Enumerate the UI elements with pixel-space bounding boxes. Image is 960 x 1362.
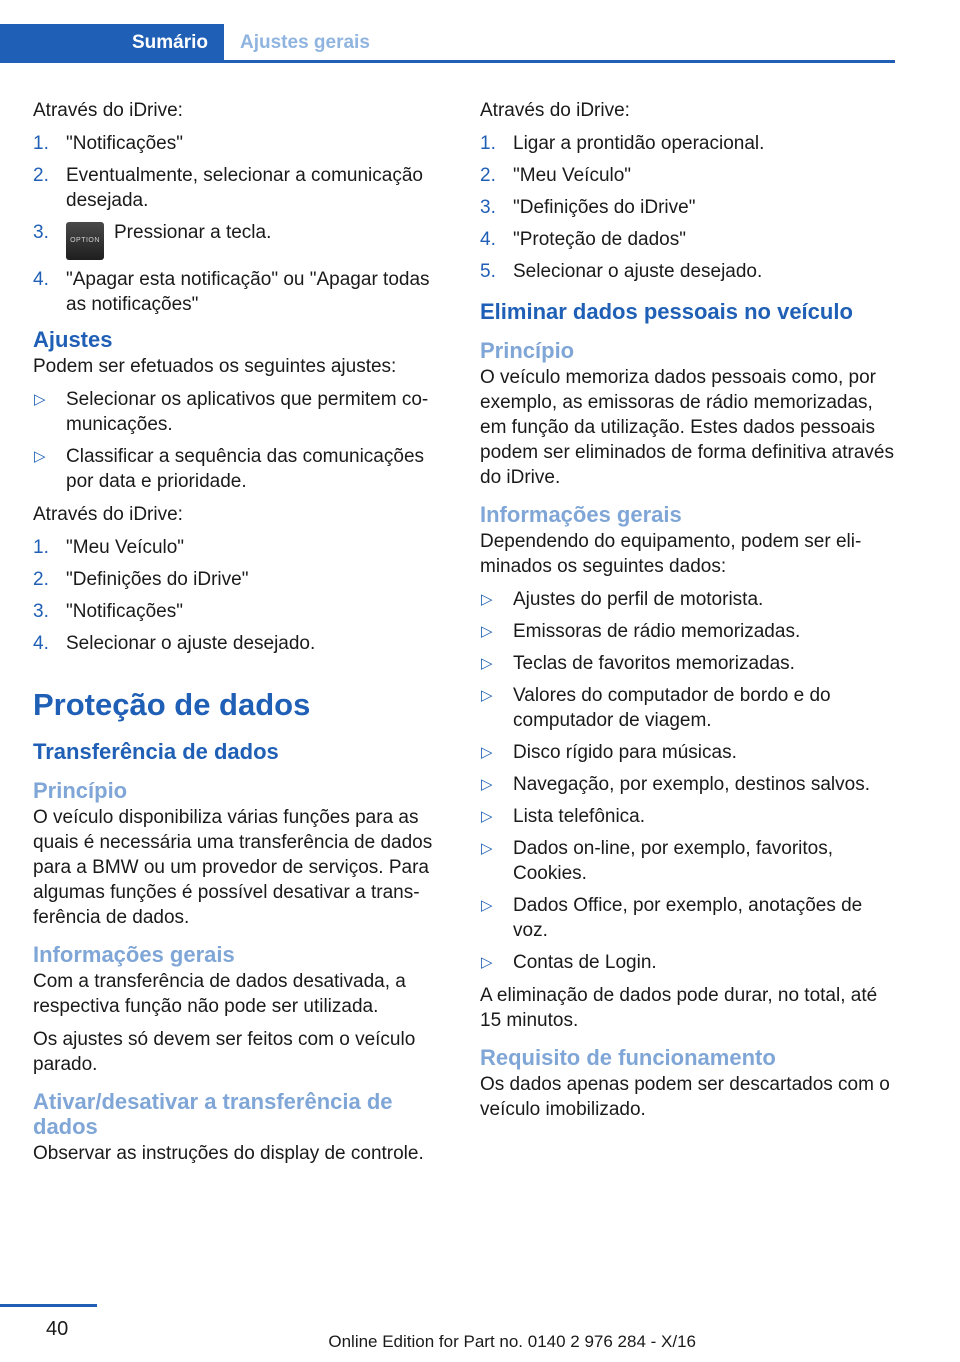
info-text: Os ajustes só devem ser feitos com o veículo parado. [33, 1029, 416, 1075]
info-heading: Informações gerais [33, 942, 235, 967]
list-item: 4. "Apagar esta notificação" ou "Apagar todas as notificações" [33, 269, 430, 315]
triangle-bullet-icon: ▷ [481, 687, 493, 704]
list-item: 1. "Meu Veículo" [33, 537, 185, 558]
ajustes-heading: Ajustes [33, 327, 113, 352]
list-item: 1. "Notificações" [33, 133, 183, 154]
triangle-bullet-icon: ▷ [481, 776, 493, 793]
principio-heading: Princípio [480, 338, 575, 363]
header-bar [0, 24, 895, 64]
tab-ajustes-gerais[interactable]: Ajustes gerais [240, 32, 370, 53]
list-item: ▷ Teclas de favoritos memorizadas. [481, 653, 795, 674]
triangle-bullet-icon: ▷ [481, 623, 493, 640]
list-item: 2. "Meu Veículo" [480, 165, 632, 186]
list-item: ▷ Navegação, por exemplo, destinos salvos. [481, 774, 870, 795]
info-text: Dependendo do equipamento, podem ser eliminados os seguintes dados: [480, 531, 862, 577]
intro-text: Através do iDrive: [33, 504, 183, 525]
list-item: ▷ Dados on-line, por exemplo, favoritos, Cookies. [481, 838, 833, 884]
triangle-bullet-icon: ▷ [481, 840, 493, 857]
footer-divider [0, 1304, 97, 1307]
requisito-heading: Requisito de funcionamento [480, 1045, 776, 1070]
requisito-text: Os dados apenas podem ser descartados com o veículo imobilizado. [480, 1074, 890, 1120]
triangle-bullet-icon: ▷ [481, 808, 493, 825]
list-item: 2. Eventualmente, selecionar a comunicação desejada. [33, 165, 423, 211]
list-item: ▷ Valores do computador de bordo e do computador de viagem. [481, 685, 831, 731]
info-text: Com a transferência de dados desativada, a respectiva função não pode ser utilizada. [33, 971, 406, 1017]
list-item: 5. Selecionar o ajuste desejado. [480, 261, 763, 282]
steps-list-3 [480, 131, 896, 284]
ajustes-intro: Podem ser efetuados os seguintes ajustes: [33, 356, 397, 377]
triangle-bullet-icon: ▷ [34, 391, 46, 408]
deletable-data-list [480, 587, 896, 975]
list-item: 3. "Definições do iDrive" [480, 197, 696, 218]
steps-list-1 [33, 131, 451, 317]
info-heading: Informações gerais [480, 502, 682, 527]
subsection-title: Transferência de dados [33, 739, 279, 764]
list-item: ▷ Disco rígido para músicas. [481, 742, 737, 763]
list-item: ▷ Selecionar os aplicativos que permitem comunicações. [34, 389, 429, 435]
header-divider [0, 60, 895, 63]
tab-sumario[interactable]: Sumário [0, 24, 224, 62]
elimination-duration-text: A eliminação de dados pode durar, no total, até 15 minutos. [480, 985, 878, 1031]
list-item: 1. Ligar a prontidão operacional. [480, 133, 765, 154]
option-key-icon: OPTION [66, 222, 104, 260]
ativar-text: Observar as instruções do display de controle. [33, 1143, 424, 1164]
triangle-bullet-icon: ▷ [481, 744, 493, 761]
list-item: ▷ Lista telefônica. [481, 806, 646, 827]
steps-list-2 [33, 535, 451, 656]
principio-text: O veículo disponibiliza várias funções para as quais é necessária uma transferência de dados para a BMW ou um provedor de serviços. Para algumas funções é possível desativar a transferência de dados. [33, 807, 433, 928]
triangle-bullet-icon: ▷ [481, 897, 493, 914]
intro-text: Através do iDrive: [480, 100, 630, 121]
list-item: 2. "Definições do iDrive" [33, 569, 249, 590]
list-item: ▷ Ajustes do perfil de motorista. [481, 589, 764, 610]
right-column [480, 98, 896, 1130]
triangle-bullet-icon: ▷ [481, 655, 493, 672]
eliminar-heading: Eliminar dados pessoais no veículo [480, 299, 853, 324]
principio-heading: Princípio [33, 778, 128, 803]
list-item: ▷ Dados Office, por exemplo, anotações de voz. [481, 895, 863, 941]
section-title: Proteção de dados [33, 687, 311, 722]
list-item: ▷ Emissoras de rádio memorizadas. [481, 621, 801, 642]
ativar-heading: Ativar/desativar a transferência de dados [33, 1089, 393, 1139]
triangle-bullet-icon: ▷ [34, 448, 46, 465]
list-item: ▷ Contas de Login. [481, 952, 657, 973]
list-item: 4. Selecionar o ajuste desejado. [33, 633, 316, 654]
triangle-bullet-icon: ▷ [481, 591, 493, 608]
ajustes-list [33, 387, 451, 494]
edition-note: Online Edition for Part no. 0140 2 976 284 - X/16 [328, 1332, 696, 1351]
page-number: 40 [46, 1318, 69, 1340]
list-item: 4. "Proteção de dados" [480, 229, 686, 250]
triangle-bullet-icon: ▷ [481, 954, 493, 971]
list-item: 3. OPTION Pressionar a tecla. [33, 220, 451, 260]
principio-text: O veículo memoriza dados pessoais como, por exemplo, as emissoras de rádio memorizadas, em função da utilização. Estes dados pessoais podem ser eliminados de forma definitiva através do iDrive. [480, 367, 894, 488]
left-column [33, 98, 451, 1174]
intro-text: Através do iDrive: [33, 100, 183, 121]
list-item: 3. "Notificações" [33, 601, 183, 622]
list-item: ▷ Classificar a sequência das comunicações por data e prioridade. [34, 446, 425, 492]
